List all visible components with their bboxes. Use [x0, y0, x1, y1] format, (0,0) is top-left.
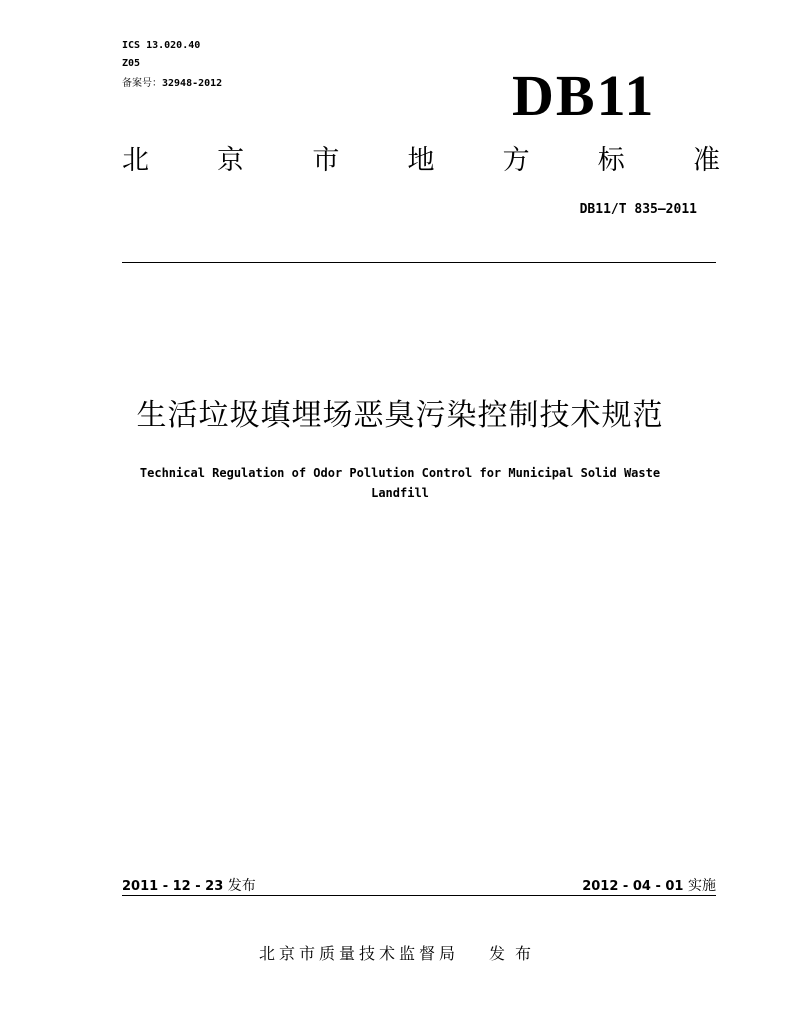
standard-type-char: 标 [597, 145, 625, 176]
standard-number: DB11/T 835—2011 [579, 202, 697, 217]
standard-logo: DB11 [512, 63, 656, 128]
footer-divider [122, 895, 716, 896]
implementation-date [582, 877, 716, 896]
issuer-action: 发布 [489, 944, 542, 963]
record-number [122, 78, 222, 90]
standard-type-char: 京 [217, 145, 245, 176]
record-number-value: 32948-2012 [162, 78, 223, 89]
issue-date-value: 2011 - 12 - 23 [122, 879, 224, 894]
standard-type-char: 地 [407, 145, 435, 176]
standard-type-char: 北 [122, 145, 149, 176]
title-chinese: 生活垃圾填埋场恶臭污染控制技术规范 [136, 398, 664, 433]
record-label: 备案号： [122, 78, 162, 89]
issue-date-label: 发布 [227, 878, 256, 894]
header-divider [122, 262, 716, 263]
title-english-line: Landfill [371, 486, 429, 500]
standard-type-char: 准 [692, 145, 720, 176]
issuer-name: 北京市质量技术监督局 [258, 944, 459, 963]
classification-code: Z05 [122, 58, 141, 69]
implementation-date-value: 2012 - 04 - 01 [582, 879, 684, 894]
standard-type-char: 方 [502, 145, 530, 176]
title-english [92, 463, 708, 503]
standard-type-heading [122, 143, 720, 179]
issuer [0, 942, 800, 966]
title-english-line: Technical Regulation of Odor Pollution Control for Municipal Solid Waste [139, 466, 661, 480]
ics-code: ICS 13.020.40 [122, 40, 201, 51]
implementation-date-label: 实施 [688, 878, 716, 894]
issue-date [122, 877, 256, 896]
standard-type-char: 市 [312, 145, 340, 176]
